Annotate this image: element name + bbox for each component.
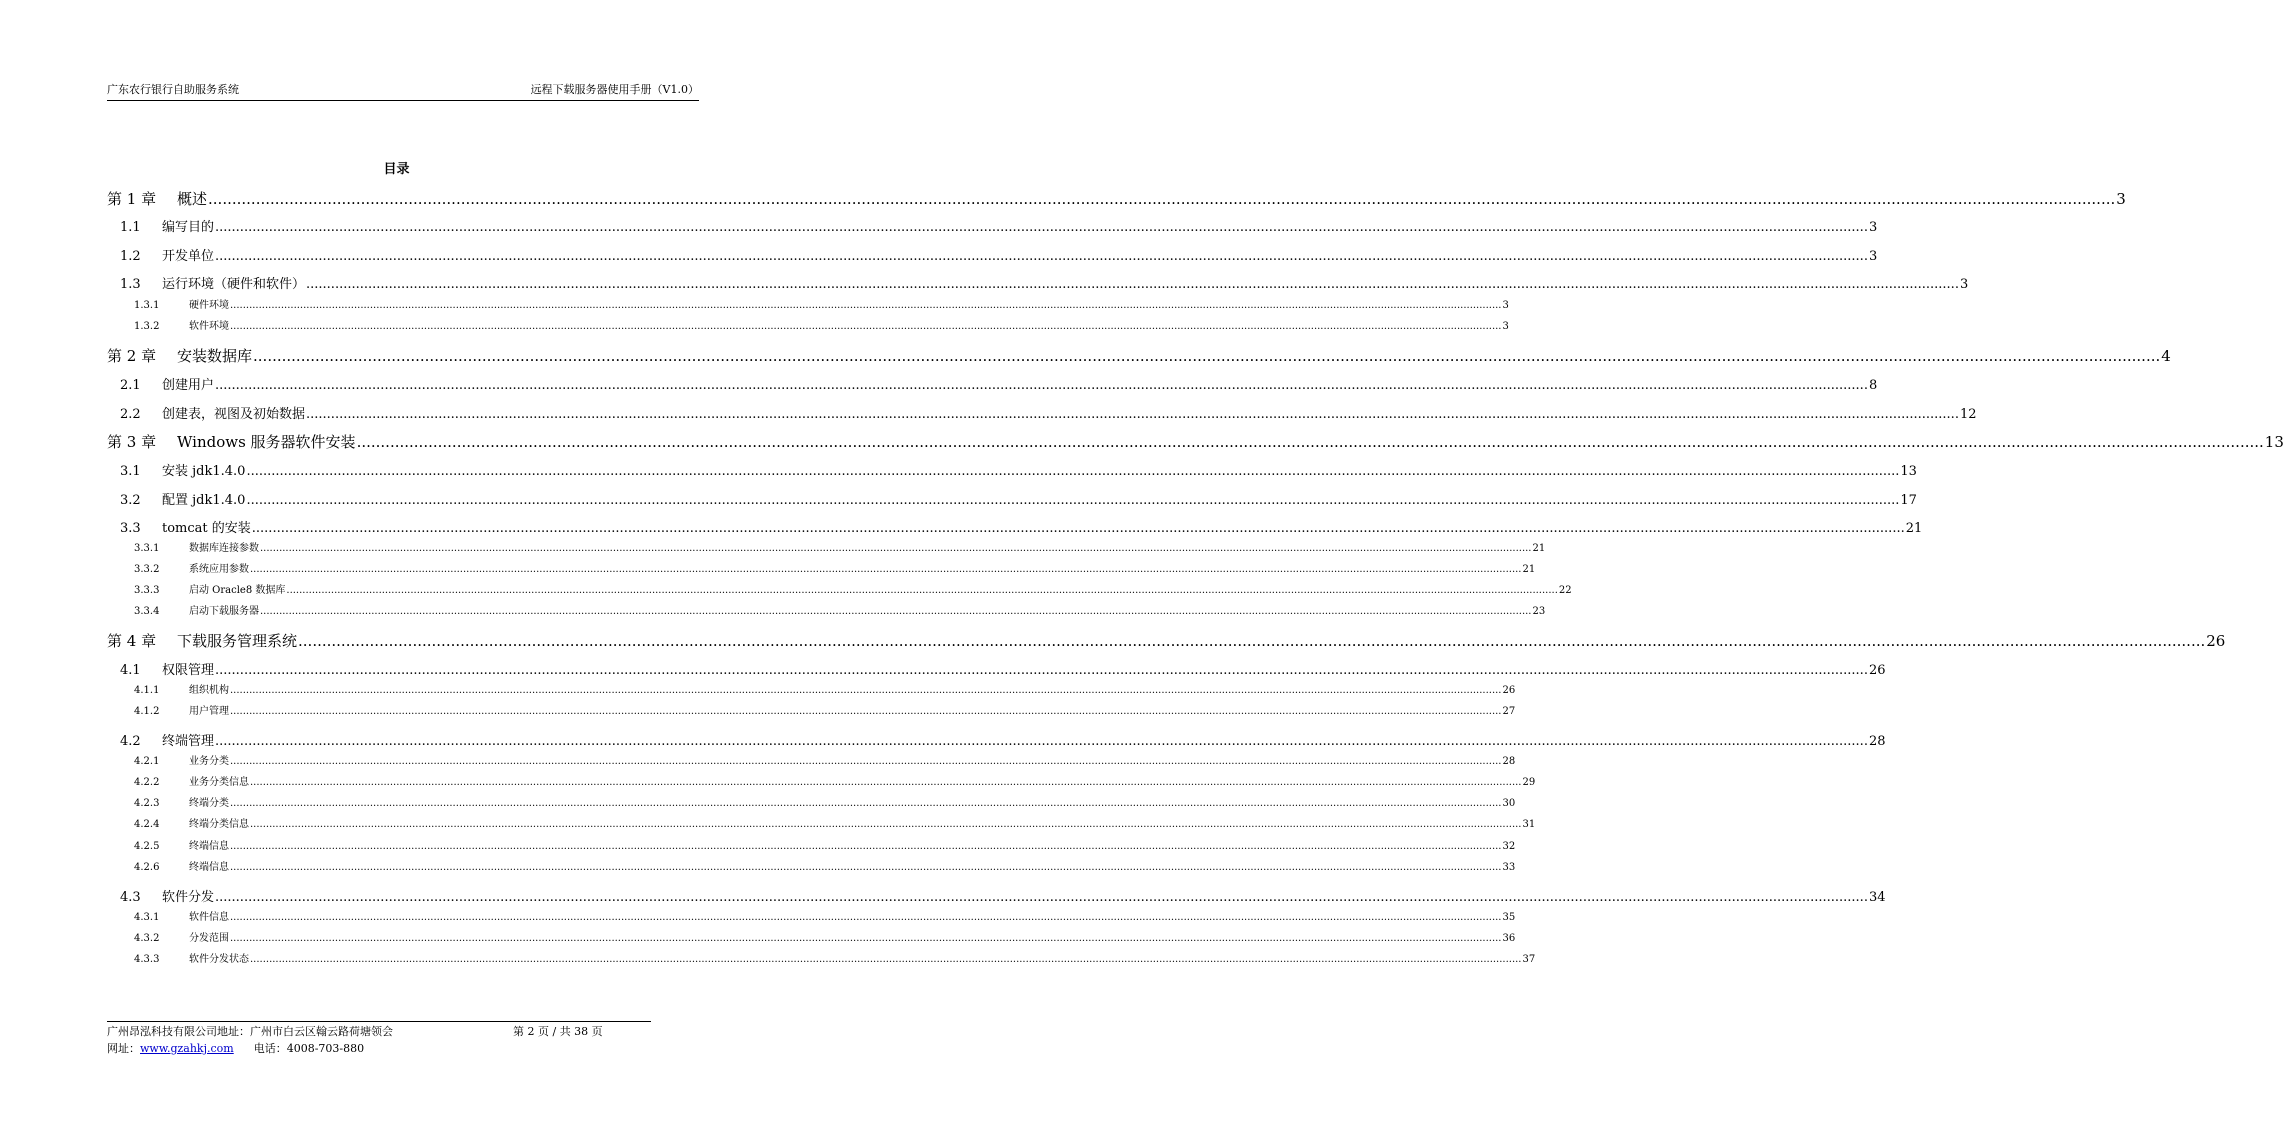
toc-entry[interactable] bbox=[107, 345, 2171, 366]
toc-entry-number: 1.3 bbox=[120, 277, 141, 292]
toc-entry-leader: ................................................................................................................................................................................................................................................................................................................................................................................................................ bbox=[230, 300, 1502, 311]
toc-entry-number: 2.1 bbox=[120, 378, 141, 393]
toc-entry-title: 组织机构 bbox=[189, 685, 229, 696]
footer-company-address: 广州昂泓科技有限公司地址：广州市白云区翰云路荷塘领会 bbox=[107, 1025, 393, 1038]
toc-entry-page: 12 bbox=[1959, 407, 1977, 422]
toc-entry[interactable] bbox=[107, 188, 2126, 209]
toc-entry[interactable] bbox=[107, 702, 1516, 717]
toc-entry-leader: ................................................................................................................................................................................................................................................................................................................................................................................................................ bbox=[230, 798, 1502, 809]
toc-entry-leader: ................................................................................................................................................................................................................................................................................................................................................................................................................ bbox=[356, 433, 2264, 451]
toc-entry-page: 3 bbox=[1502, 321, 1509, 332]
toc-entry-leader: ................................................................................................................................................................................................................................................................................................................................................................................................................ bbox=[251, 521, 1905, 536]
toc-entry-title: 开发单位 bbox=[162, 249, 215, 264]
header-divider bbox=[107, 100, 699, 101]
toc-entry[interactable] bbox=[107, 858, 1516, 873]
toc-entry-title: 软件环境 bbox=[189, 321, 229, 332]
toc-entry[interactable] bbox=[107, 773, 1536, 788]
toc-entry-title: 软件分发 bbox=[162, 890, 215, 905]
toc-entry-page: 31 bbox=[1522, 819, 1536, 830]
toc-entry-page: 3 bbox=[1502, 300, 1509, 311]
toc-entry[interactable] bbox=[107, 431, 2284, 452]
toc-entry-page: 4 bbox=[2161, 347, 2171, 365]
toc-entry-number: 3.3 bbox=[120, 521, 141, 536]
toc-entry-page: 37 bbox=[1522, 954, 1536, 965]
toc-entry-title: 分发范围 bbox=[189, 933, 229, 944]
toc-entry-leader: ................................................................................................................................................................................................................................................................................................................................................................................................................ bbox=[260, 606, 1532, 617]
toc-entry-number: 4.2.4 bbox=[134, 819, 160, 830]
toc-entry-number: 1.2 bbox=[120, 249, 141, 264]
toc-entry-number: 4.2.5 bbox=[134, 841, 160, 852]
toc-entry-title: 启动 Oracle8 数据库 bbox=[189, 585, 286, 596]
toc-entry-page: 8 bbox=[1868, 378, 1878, 393]
toc-entry-title: 下载服务管理系统 bbox=[177, 632, 298, 650]
toc-entry-leader: ................................................................................................................................................................................................................................................................................................................................................................................................................ bbox=[215, 378, 1868, 393]
toc-entry-title: 系统应用参数 bbox=[189, 564, 249, 575]
toc-entry[interactable] bbox=[107, 815, 1536, 830]
toc-entry-leader: ................................................................................................................................................................................................................................................................................................................................................................................................................ bbox=[230, 756, 1502, 767]
toc-entry-leader: ................................................................................................................................................................................................................................................................................................................................................................................................................ bbox=[215, 663, 1868, 678]
toc-entry-page: 28 bbox=[1502, 756, 1516, 767]
toc-entry-leader: ................................................................................................................................................................................................................................................................................................................................................................................................................ bbox=[230, 685, 1502, 696]
toc-entry-number: 3.3.3 bbox=[134, 585, 160, 596]
toc-entry-number: 3.3.2 bbox=[134, 564, 160, 575]
toc-entry-title: 安装数据库 bbox=[177, 347, 253, 365]
toc-entry-leader: ................................................................................................................................................................................................................................................................................................................................................................................................................ bbox=[246, 493, 1900, 508]
toc-entry-leader: ................................................................................................................................................................................................................................................................................................................................................................................................................ bbox=[246, 464, 1900, 479]
toc-entry[interactable] bbox=[107, 681, 1516, 696]
toc-entry-leader: ................................................................................................................................................................................................................................................................................................................................................................................................................ bbox=[230, 841, 1502, 852]
toc-entry-number: 2.2 bbox=[120, 407, 141, 422]
toc-entry-page: 13 bbox=[2264, 433, 2284, 451]
toc-entry[interactable] bbox=[107, 730, 1886, 749]
toc-entry-leader: ................................................................................................................................................................................................................................................................................................................................................................................................................ bbox=[215, 890, 1868, 905]
toc-entry[interactable] bbox=[107, 630, 2226, 651]
toc-entry-leader: ................................................................................................................................................................................................................................................................................................................................................................................................................ bbox=[230, 862, 1502, 873]
toc-entry-leader: ................................................................................................................................................................................................................................................................................................................................................................................................................ bbox=[250, 819, 1522, 830]
toc-entry-page: 21 bbox=[1522, 564, 1536, 575]
toc-entry-title: Windows 服务器软件安装 bbox=[177, 433, 356, 451]
toc-entry-number: 4.3.3 bbox=[134, 954, 160, 965]
toc-entry-number: 4.3.1 bbox=[134, 912, 160, 923]
toc-entry-title: 终端分类 bbox=[189, 798, 229, 809]
toc-entry-page: 23 bbox=[1532, 606, 1546, 617]
toc-entry-number: 3.2 bbox=[120, 493, 141, 508]
toc-entry-number: 1.3.1 bbox=[134, 300, 160, 311]
toc-entry[interactable] bbox=[107, 929, 1516, 944]
toc-entry-page: 33 bbox=[1502, 862, 1516, 873]
toc-entry-number: 1.3.2 bbox=[134, 321, 160, 332]
toc-entry-title: 用户管理 bbox=[189, 706, 229, 717]
header-manual-title: 远程下载服务器使用手册（V1.0） bbox=[530, 83, 699, 96]
toc-entry-page: 32 bbox=[1502, 841, 1516, 852]
toc-entry[interactable] bbox=[107, 560, 1536, 575]
footer-page-info: 第 2 页 / 共 38 页 bbox=[513, 1025, 603, 1038]
toc-entry-page: 27 bbox=[1502, 706, 1516, 717]
toc-entry-number: 第 3 章 bbox=[107, 433, 157, 451]
toc-entry-page: 3 bbox=[1868, 249, 1878, 264]
toc-entry-page: 34 bbox=[1868, 890, 1886, 905]
toc-entry-page: 3 bbox=[1959, 277, 1969, 292]
toc-entry[interactable] bbox=[107, 273, 1969, 292]
toc-entry-leader: ................................................................................................................................................................................................................................................................................................................................................................................................................ bbox=[250, 954, 1522, 965]
toc-entry[interactable] bbox=[107, 245, 1878, 264]
toc-entry-title: 硬件环境 bbox=[189, 300, 229, 311]
toc-entry[interactable] bbox=[107, 317, 1509, 332]
toc-entry-number: 4.1 bbox=[120, 663, 141, 678]
toc-title: 目录 bbox=[383, 162, 410, 177]
toc-entry-title: 运行环境（硬件和软件） bbox=[162, 277, 306, 292]
toc-entry-leader: ................................................................................................................................................................................................................................................................................................................................................................................................................ bbox=[230, 706, 1502, 717]
toc-entry-page: 22 bbox=[1558, 585, 1572, 596]
toc-entry-title: 编写目的 bbox=[162, 220, 215, 235]
toc-entry-leader: ................................................................................................................................................................................................................................................................................................................................................................................................................ bbox=[250, 777, 1522, 788]
toc-entry-page: 35 bbox=[1502, 912, 1516, 923]
toc-entry[interactable] bbox=[107, 886, 1886, 905]
toc-entry-number: 第 1 章 bbox=[107, 190, 157, 208]
toc-entry-leader: ................................................................................................................................................................................................................................................................................................................................................................................................................ bbox=[208, 190, 2116, 208]
header-system-name: 广东农行银行自助服务系统 bbox=[107, 83, 239, 96]
toc-entry-number: 4.1.2 bbox=[134, 706, 160, 717]
toc-entry-number: 第 2 章 bbox=[107, 347, 157, 365]
toc-entry-leader: ................................................................................................................................................................................................................................................................................................................................................................................................................ bbox=[298, 632, 2206, 650]
toc-entry[interactable] bbox=[107, 517, 1923, 536]
toc-entry-number: 3.1 bbox=[120, 464, 141, 479]
toc-entry-title: 终端管理 bbox=[162, 734, 215, 749]
toc-entry-title: tomcat 的安装 bbox=[162, 521, 251, 536]
toc-entry-number: 4.3 bbox=[120, 890, 141, 905]
toc-entry-title: 概述 bbox=[177, 190, 208, 208]
toc-entry-page: 36 bbox=[1502, 933, 1516, 944]
toc-entry-leader: ................................................................................................................................................................................................................................................................................................................................................................................................................ bbox=[230, 933, 1502, 944]
toc-entry-leader: ................................................................................................................................................................................................................................................................................................................................................................................................................ bbox=[260, 543, 1532, 554]
toc-entry-title: 创建用户 bbox=[162, 378, 215, 393]
toc-entry[interactable] bbox=[107, 837, 1516, 852]
toc-entry-page: 26 bbox=[2206, 632, 2226, 650]
toc-entry[interactable] bbox=[107, 950, 1536, 965]
toc-entry-number: 4.1.1 bbox=[134, 685, 160, 696]
toc-entry-title: 创建表，视图及初始数据 bbox=[162, 407, 306, 422]
toc-entry-page: 17 bbox=[1900, 493, 1917, 508]
toc-entry-page: 29 bbox=[1522, 777, 1536, 788]
toc-entry-number: 4.2 bbox=[120, 734, 141, 749]
toc-entry-number: 4.2.2 bbox=[134, 777, 160, 788]
toc-entry[interactable] bbox=[107, 403, 1977, 422]
toc-entry-leader: ................................................................................................................................................................................................................................................................................................................................................................................................................ bbox=[215, 734, 1868, 749]
toc-entry-number: 4.3.2 bbox=[134, 933, 160, 944]
toc-entry[interactable] bbox=[107, 752, 1516, 767]
toc-entry-title: 业务分类信息 bbox=[189, 777, 249, 788]
toc-entry[interactable] bbox=[107, 374, 1878, 393]
toc-entry-title: 终端信息 bbox=[189, 862, 229, 873]
toc-entry-number: 3.3.1 bbox=[134, 543, 160, 554]
footer-url-label: 网址： bbox=[107, 1042, 140, 1055]
toc-entry-title: 终端信息 bbox=[189, 841, 229, 852]
toc-entry-title: 软件信息 bbox=[189, 912, 229, 923]
toc-entry-leader: ................................................................................................................................................................................................................................................................................................................................................................................................................ bbox=[253, 347, 2161, 365]
toc-entry[interactable] bbox=[107, 460, 1917, 479]
toc-entry-title: 启动下载服务器 bbox=[189, 606, 259, 617]
toc-entry-number: 4.2.3 bbox=[134, 798, 160, 809]
toc-entry-leader: ................................................................................................................................................................................................................................................................................................................................................................................................................ bbox=[230, 321, 1502, 332]
toc-entry-number: 第 4 章 bbox=[107, 632, 157, 650]
toc-entry-page: 28 bbox=[1868, 734, 1886, 749]
toc-entry-title: 数据库连接参数 bbox=[189, 543, 259, 554]
toc-entry-number: 1.1 bbox=[120, 220, 141, 235]
toc-entry-leader: ................................................................................................................................................................................................................................................................................................................................................................................................................ bbox=[306, 277, 1959, 292]
toc-entry-page: 26 bbox=[1502, 685, 1516, 696]
toc-entry-number: 4.2.1 bbox=[134, 756, 160, 767]
toc-entry-title: 配置 jdk1.4.0 bbox=[162, 493, 246, 508]
footer-phone: 电话：4008-703-880 bbox=[253, 1042, 365, 1055]
toc-entry[interactable] bbox=[107, 296, 1509, 311]
toc-entry[interactable] bbox=[107, 581, 1572, 596]
toc-entry-leader: ................................................................................................................................................................................................................................................................................................................................................................................................................ bbox=[306, 407, 1959, 422]
toc-entry-page: 21 bbox=[1532, 543, 1546, 554]
toc-entry-page: 3 bbox=[1868, 220, 1878, 235]
toc-entry[interactable] bbox=[107, 659, 1886, 678]
toc-entry-number: 4.2.6 bbox=[134, 862, 160, 873]
toc-entry-title: 业务分类 bbox=[189, 756, 229, 767]
toc-entry-leader: ................................................................................................................................................................................................................................................................................................................................................................................................................ bbox=[286, 585, 1558, 596]
toc-entry-page: 13 bbox=[1900, 464, 1917, 479]
toc-entry[interactable] bbox=[107, 602, 1546, 617]
toc-entry[interactable] bbox=[107, 794, 1516, 809]
toc-entry-leader: ................................................................................................................................................................................................................................................................................................................................................................................................................ bbox=[250, 564, 1522, 575]
footer-divider bbox=[107, 1021, 651, 1022]
toc-entry-title: 权限管理 bbox=[162, 663, 215, 678]
toc-entry-title: 终端分类信息 bbox=[189, 819, 249, 830]
footer-website-link[interactable]: www.gzahkj.com bbox=[140, 1042, 234, 1055]
toc-entry-page: 30 bbox=[1502, 798, 1516, 809]
footer-contact bbox=[107, 1040, 364, 1057]
toc-entry-page: 26 bbox=[1868, 663, 1886, 678]
toc-entry[interactable] bbox=[107, 908, 1516, 923]
toc-entry[interactable] bbox=[107, 489, 1917, 508]
toc-entry-title: 软件分发状态 bbox=[189, 954, 249, 965]
toc-entry[interactable] bbox=[107, 539, 1546, 554]
toc-entry-leader: ................................................................................................................................................................................................................................................................................................................................................................................................................ bbox=[230, 912, 1502, 923]
toc-entry-title: 安装 jdk1.4.0 bbox=[162, 464, 246, 479]
toc-entry-leader: ................................................................................................................................................................................................................................................................................................................................................................................................................ bbox=[215, 220, 1868, 235]
toc-entry[interactable] bbox=[107, 216, 1878, 235]
toc-entry-leader: ................................................................................................................................................................................................................................................................................................................................................................................................................ bbox=[215, 249, 1868, 264]
toc-entry-page: 3 bbox=[2116, 190, 2126, 208]
toc-entry-page: 21 bbox=[1905, 521, 1923, 536]
toc-entry-number: 3.3.4 bbox=[134, 606, 160, 617]
